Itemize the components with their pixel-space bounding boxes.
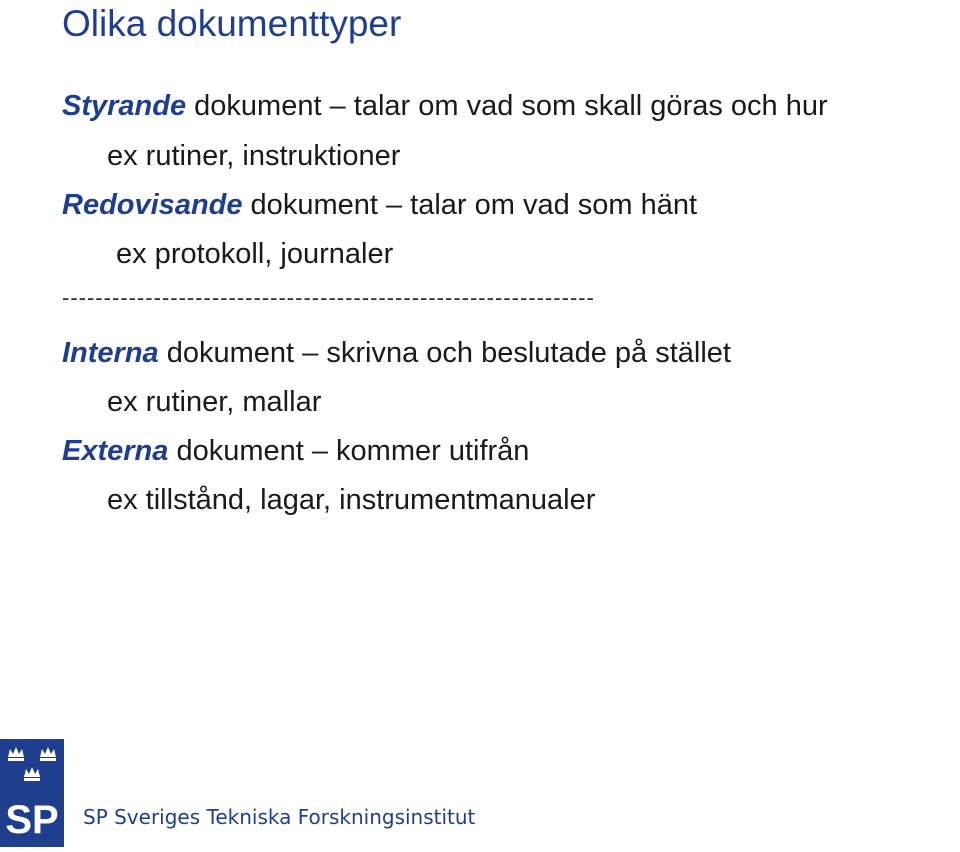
entry-description: dokument – talar om vad som hänt <box>242 189 698 221</box>
entry-example: ex rutiner, instruktioner <box>107 140 401 172</box>
section-divider: ---------------------------------------------------------------- <box>62 285 595 310</box>
sp-logo <box>0 736 476 848</box>
entry-term: Externa <box>62 435 169 467</box>
entry-example: ex tillstånd, lagar, instrumentmanualer <box>107 484 596 516</box>
entry-term: Styrande <box>62 90 187 122</box>
entry-term: Interna <box>62 337 159 369</box>
entry-description: dokument – talar om vad som skall göras och hur <box>186 90 828 122</box>
entry-redovisande-line <box>62 187 697 223</box>
entry-term: Redovisande <box>62 189 243 221</box>
entry-description: dokument – kommer utifrån <box>168 435 530 467</box>
sp-logo-mark-icon <box>0 739 64 847</box>
page-title: Olika dokumenttyper <box>62 3 402 44</box>
entry-example: ex rutiner, mallar <box>107 386 322 418</box>
logo-text: SP Sveriges Tekniska Forskningsinstitut <box>83 805 476 829</box>
entry-styrande-line <box>62 88 828 124</box>
entry-externa-line <box>62 433 529 469</box>
entry-example: ex protokoll, journaler <box>116 238 394 270</box>
sp-logo-letters: SP <box>5 798 59 842</box>
entry-description: dokument – skrivna och beslutade på stället <box>158 337 731 369</box>
entry-interna-line <box>62 335 731 371</box>
